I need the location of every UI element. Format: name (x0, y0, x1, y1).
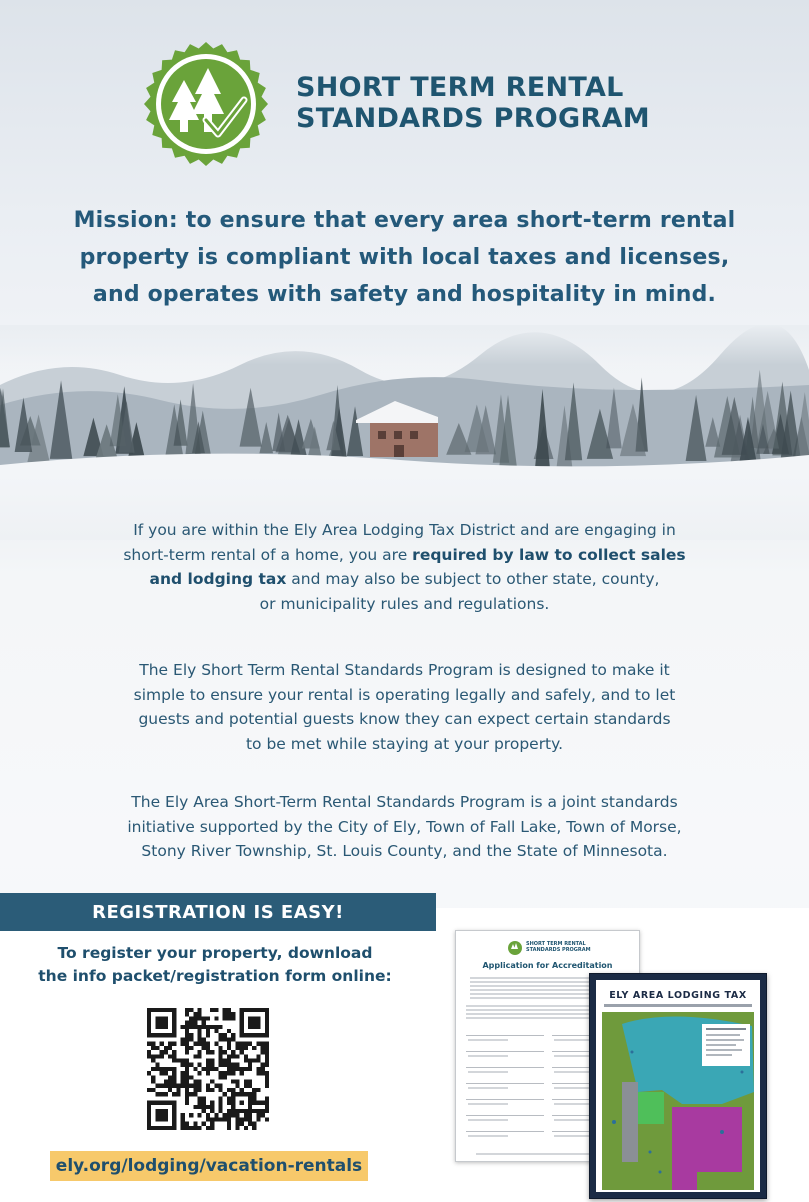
registration-url-link[interactable]: ely.org/lodging/vacation-rentals (50, 1151, 368, 1181)
map-title: ELY AREA LODGING TAX (609, 990, 747, 1001)
winter-cabin-photo (0, 325, 809, 540)
form-brand-line2: STANDARDS PROGRAM (526, 947, 591, 953)
reg-line2: the info packet/registration form online: (38, 967, 392, 985)
program-title (296, 72, 696, 134)
program-title-line1: SHORT TERM RENTAL (296, 72, 624, 103)
mission-statement (60, 202, 749, 313)
map-sheet (596, 980, 760, 1192)
p2-line2: simple to ensure your rental is operating legally and safely, and to let (133, 685, 676, 704)
p3-line3: Stony River Township, St. Louis County, and the State of Minnesota. (141, 842, 668, 860)
mission-line1: Mission: to ensure that every area short-term rental (73, 208, 736, 233)
p1-line3-text: and may also be subject to other state, county, (286, 570, 660, 588)
tree-seal-small-icon (508, 941, 522, 955)
p1-line3-bold: and lodging tax (149, 570, 287, 588)
p3-line1: The Ely Area Short-Term Rental Standards Program is a joint standards (131, 793, 678, 811)
registration-instructions (20, 942, 410, 988)
p1-line2 (60, 543, 749, 568)
p1-line1: If you are within the Ely Area Lodging Tax District and are engaging in (133, 521, 676, 539)
district-map-icon (602, 1012, 754, 1190)
mission-line3: and operates with safety and hospitality in mind. (92, 282, 717, 307)
mission-line2: property is compliant with local taxes and licenses, (79, 245, 730, 270)
form-brand-line1: SHORT TERM RENTAL (526, 941, 586, 947)
program-supporters-paragraph (60, 790, 749, 864)
p2-line1: The Ely Short Term Rental Standards Program is designed to make it (139, 661, 670, 679)
p3-line2: initiative supported by the City of Ely, Town of Fall Lake, Town of Morse, (127, 817, 682, 836)
program-purpose-paragraph (60, 658, 749, 756)
lodging-tax-map-thumbnail (589, 973, 767, 1199)
qr-code-icon[interactable] (147, 1008, 269, 1130)
reg-line1: To register your property, download (57, 944, 373, 962)
p1-line4: or municipality rules and regulations. (259, 594, 550, 613)
p1-line2-bold: required by law to collect sales (412, 545, 686, 564)
tree-seal-logo-icon (142, 40, 270, 168)
form-brand (526, 941, 591, 953)
p1-line3 (60, 567, 749, 592)
legal-requirement-paragraph (60, 518, 749, 616)
program-title-line2: STANDARDS PROGRAM (296, 103, 650, 134)
form-heading: Application for Accreditation (482, 961, 613, 970)
map-subtitle-bar (604, 1004, 752, 1007)
p2-line4: to be met while staying at your property. (245, 734, 564, 753)
p2-line3: guests and potential guests know they can expect certain standards (138, 710, 671, 728)
registration-banner: REGISTRATION IS EASY! (0, 893, 436, 931)
p1-line2-text: short-term rental of a home, you are (123, 545, 413, 564)
